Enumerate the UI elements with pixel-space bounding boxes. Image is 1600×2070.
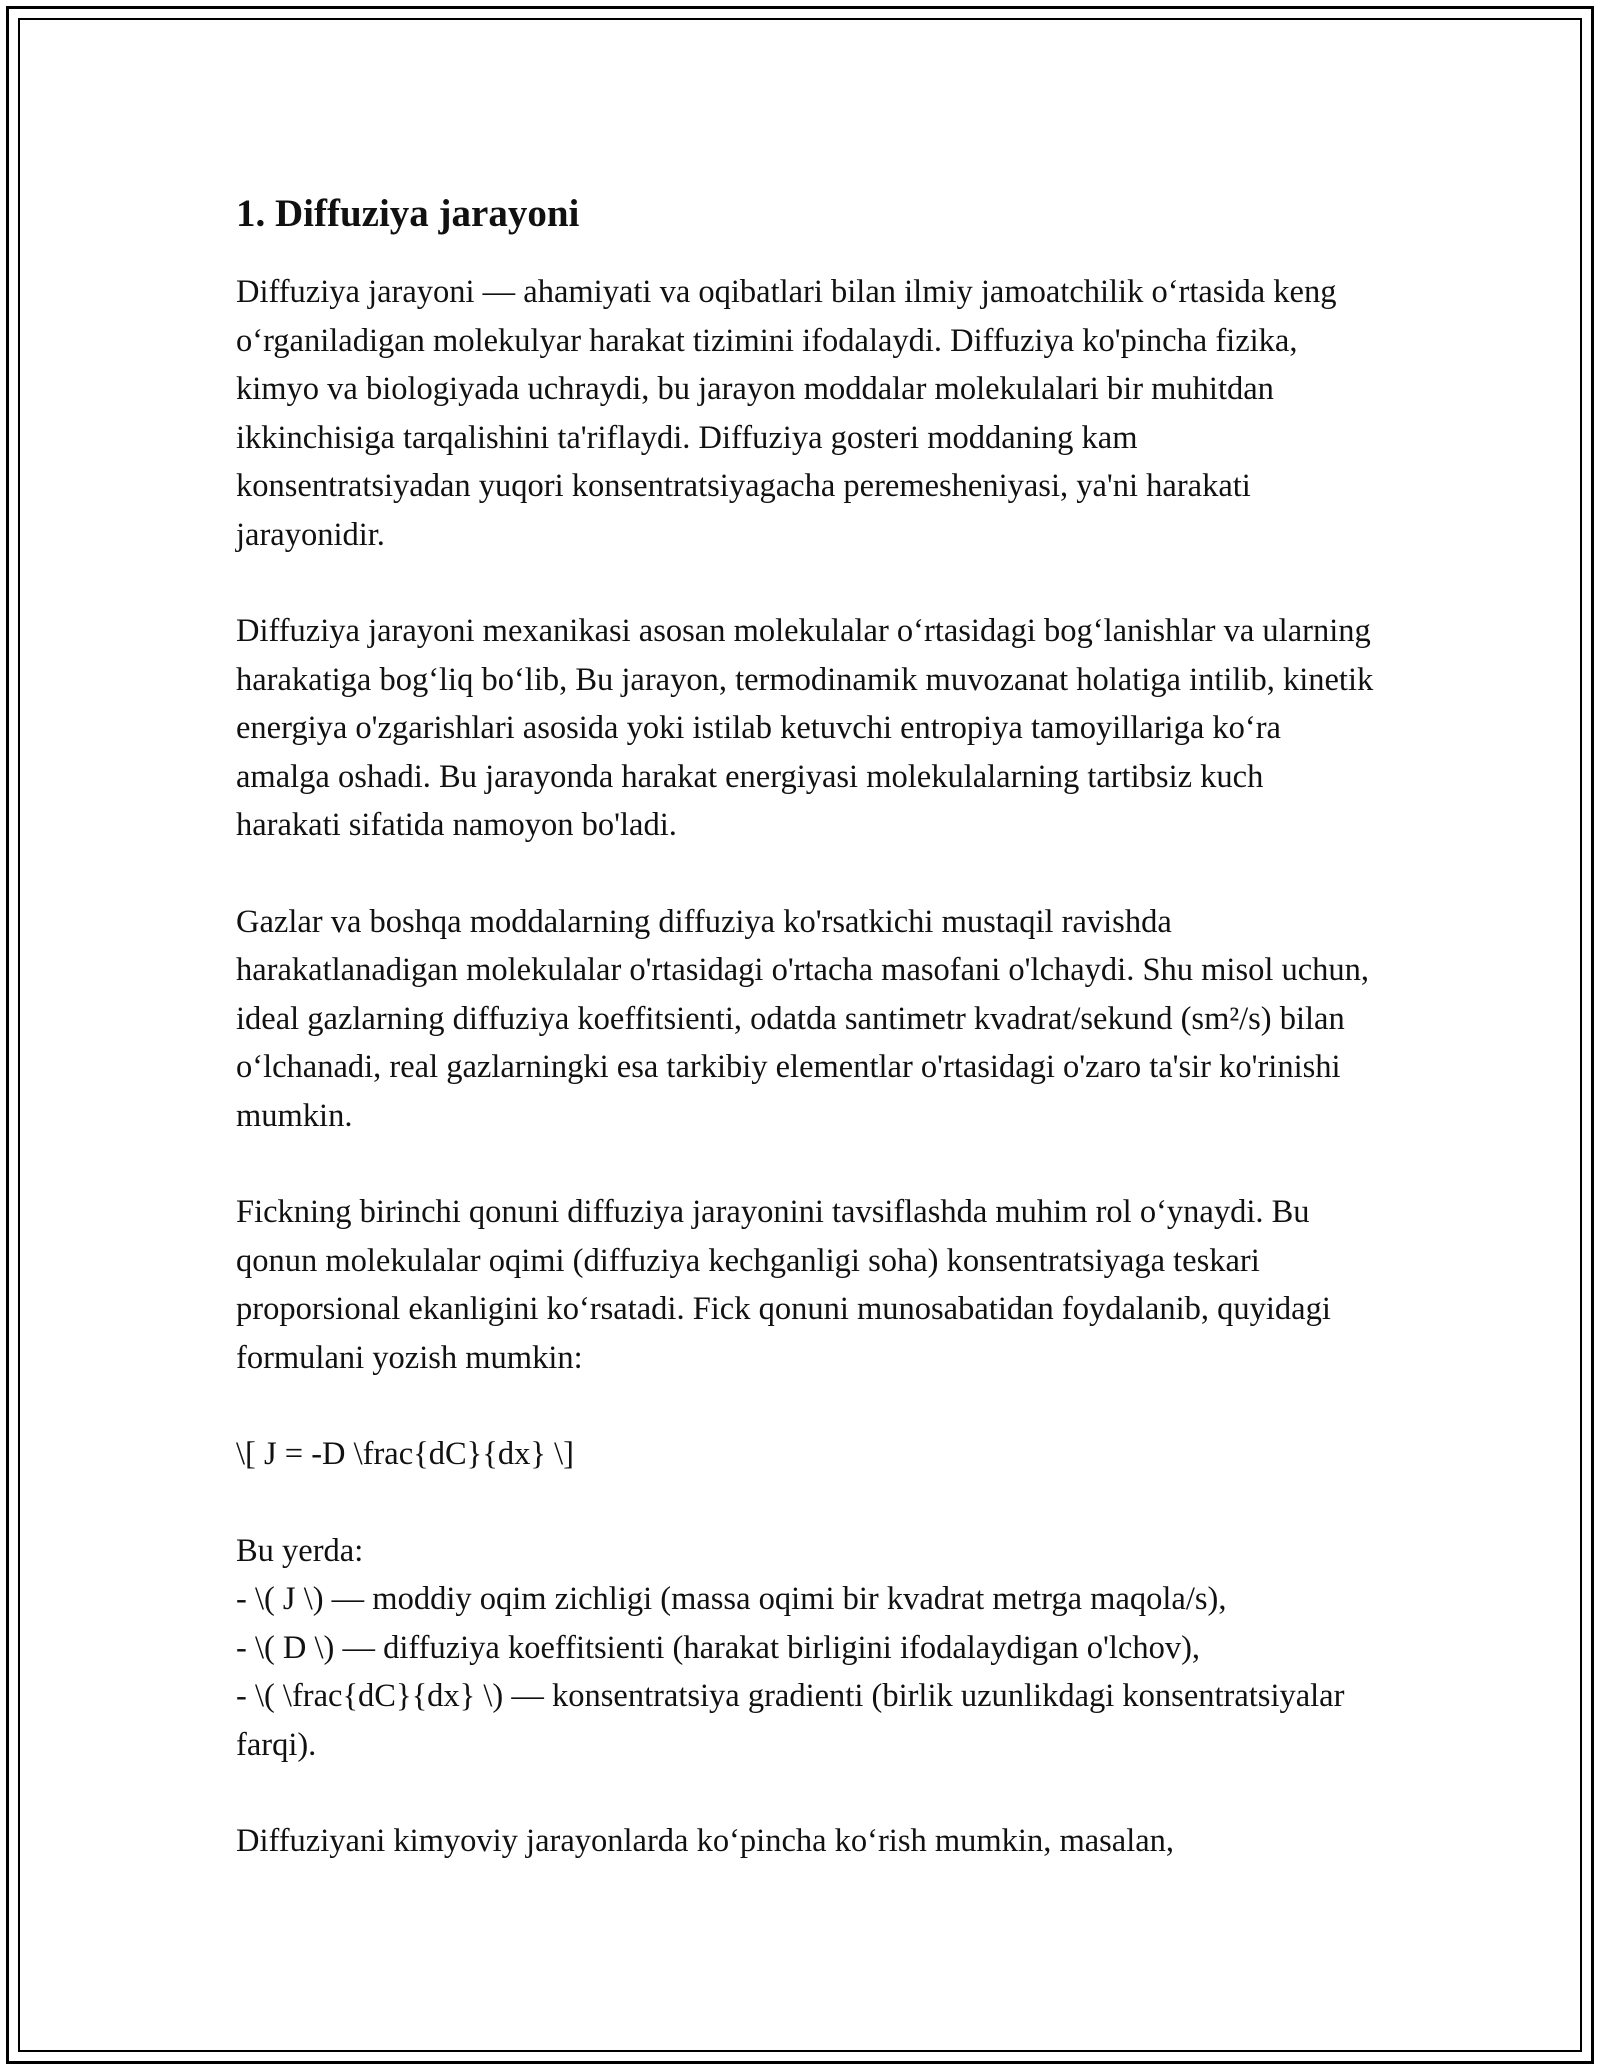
definitions-list <box>236 1527 1376 1770</box>
document-body <box>236 190 1376 1914</box>
list-item: - \( J \) — moddiy oqim zichligi (massa oqimi bir kvadrat metrga maqola/s), <box>236 1581 1227 1617</box>
list-intro: Bu yerda: <box>236 1532 364 1569</box>
paragraph-intro: Diffuziya jarayoni — ahamiyati va oqibatlari bilan ilmiy jamoatchilik o‘rtasida keng o‘rganiladigan molekulyar harakat tizimini ifodalaydi. Diffuziya ko'pincha fizika, kimyo va biologiyada uchraydi, bu jarayon moddalar molekulalari bir muhitdan ikkinchisiga tarqalishini ta'riflaydi. Diffuziya gosteri moddaning kam konsentratsiyadan yuqori konsentratsiyagacha peremesheniyasi, ya'ni harakati jarayonidir. <box>236 274 1337 553</box>
formula-fick: \[ J = -D \frac{dC}{dx} \] <box>236 1436 574 1472</box>
paragraph-fick-law: Fickning birinchi qonuni diffuziya jarayonini tavsiflashda muhim rol o‘ynaydi. Bu qonun molekulalar oqimi (diffuziya kechganligi soha) konsentratsiyaga teskari proporsional ekanligini ko‘rsatadi. Fick qonuni munosabatidan foydalanib, quyidagi formulani yozish mumkin: <box>236 1194 1331 1376</box>
paragraph-closing: Diffuziyani kimyoviy jarayonlarda ko‘pincha ko‘rish mumkin, masalan, <box>236 1823 1175 1859</box>
list-item: - \( \frac{dC}{dx} \) — konsentratsiya gradienti (birlik uzunlikdagi konsentratsiyalar farqi). <box>236 1678 1345 1763</box>
paragraph-mechanics: Diffuziya jarayoni mexanikasi asosan molekulalar o‘rtasidagi bog‘lanishlar va ularning harakatiga bog‘liq bo‘lib, Bu jarayon, termodinamik muvozanat holatiga intilib, kinetik energiya o'zgarishlari asosida yoki istilab ketuvchi entropiya tamoyillariga ko‘ra amalga oshadi. Bu jarayonda harakat energiyasi molekulalarning tartibsiz kuch harakati sifatida namoyon bo'ladi. <box>236 613 1374 843</box>
paragraph-gases: Gazlar va boshqa moddalarning diffuziya ko'rsatkichi mustaqil ravishda harakatlanadigan molekulalar o'rtasidagi o'rtacha masofani o'lchaydi. Shu misol uchun, ideal gazlarning diffuziya koeffitsienti, odatda santimetr kvadrat/sekund (sm²/s) bilan o‘lchanadi, real gazlarningki esa tarkibiy elementlar o'rtasidagi o'zaro ta'sir ko'rinishi mumkin. <box>236 903 1370 1134</box>
list-item: - \( D \) — diffuziya koeffitsienti (harakat birligini ifodalaydigan o'lchov), <box>236 1629 1201 1666</box>
section-heading: 1. Diffuziya jarayoni <box>236 192 580 235</box>
